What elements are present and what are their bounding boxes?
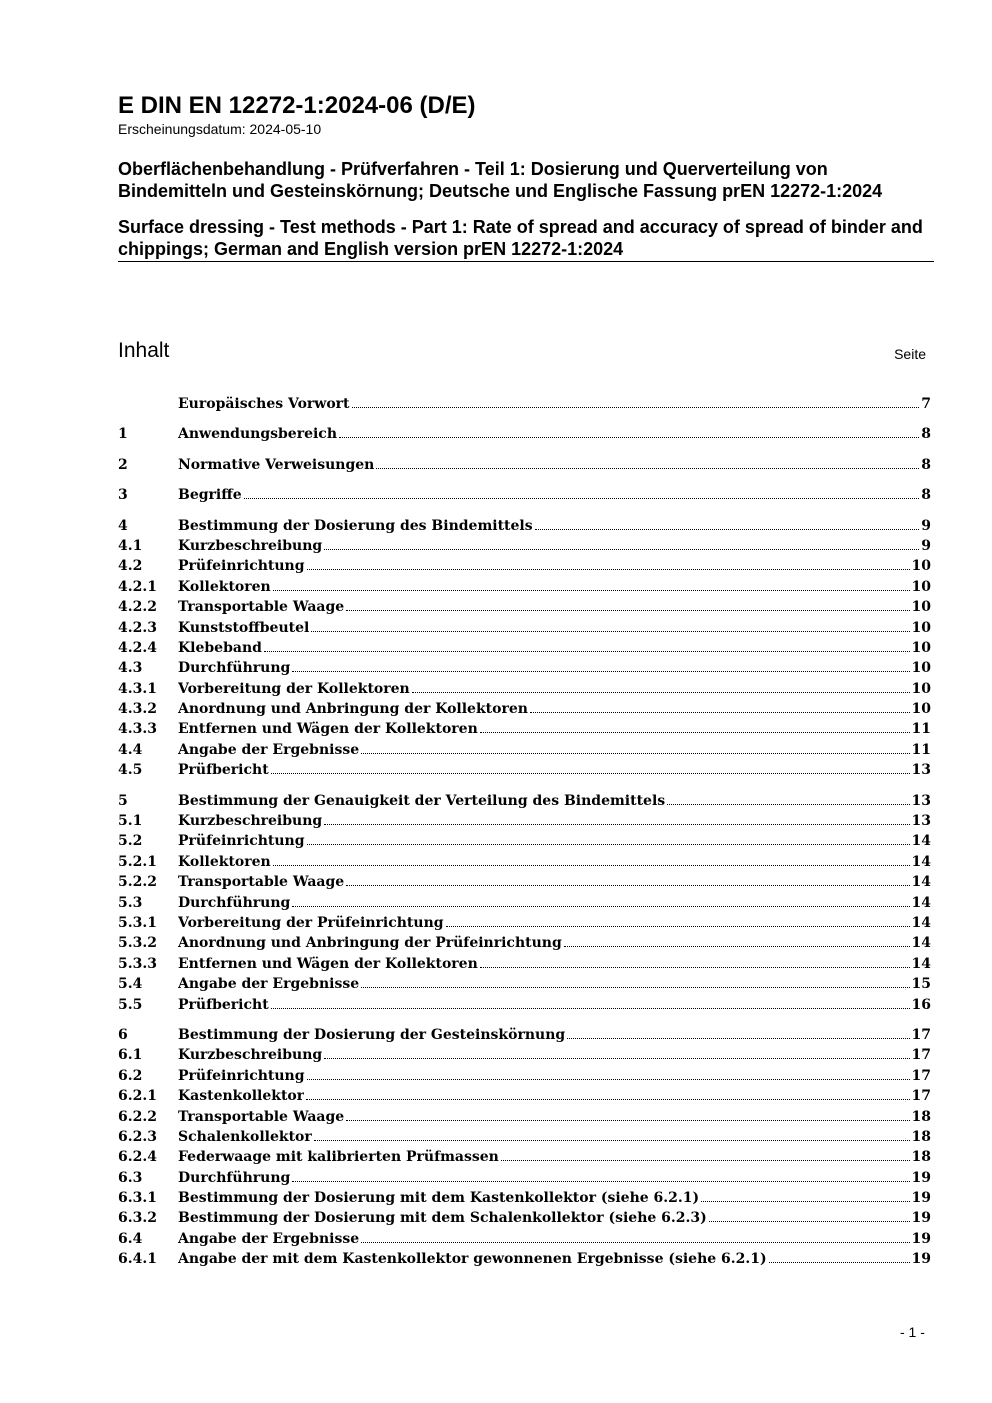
- toc-entry-page: 14: [911, 935, 931, 952]
- toc-entry-page: 10: [911, 660, 931, 677]
- toc-entry[interactable]: [118, 699, 931, 719]
- toc-leader-dots: [346, 610, 909, 611]
- toc-entry-page: 15: [911, 976, 931, 993]
- toc-entry-page: 14: [911, 894, 931, 911]
- toc-entry[interactable]: [118, 913, 931, 933]
- toc-entry-number: 5.3: [118, 894, 143, 911]
- toc-entry-page: 9: [921, 517, 931, 534]
- toc-entry-number: 6.3.1: [118, 1190, 157, 1207]
- toc-entry-label: Bestimmung der Dosierung der Gesteinskörnung: [178, 1026, 566, 1043]
- toc-entry[interactable]: [118, 1066, 931, 1086]
- toc-entry-number: 6.2: [118, 1067, 143, 1084]
- toc-entry-label: Kunststoffbeutel: [178, 619, 310, 636]
- toc-entry[interactable]: [118, 485, 931, 505]
- toc-entry-page: 8: [921, 426, 931, 443]
- toc-entry-label: Anwendungsbereich: [178, 426, 337, 443]
- toc-leader-dots: [307, 844, 910, 845]
- toc-entry-page: 19: [911, 1230, 931, 1247]
- toc-entry[interactable]: [118, 618, 931, 638]
- toc-leader-dots: [324, 1058, 909, 1059]
- toc-entry-number: 4.3.3: [118, 721, 157, 738]
- toc-entry-label: Begriffe: [178, 487, 242, 504]
- toc-leader-dots: [264, 651, 910, 652]
- toc-entry-number: 6.2.1: [118, 1088, 157, 1105]
- toc-leader-dots: [376, 468, 919, 469]
- toc-entry-number: 6.4.1: [118, 1251, 157, 1268]
- toc-leader-dots: [311, 631, 909, 632]
- toc-leader-dots: [446, 926, 910, 927]
- toc-entry-number: 6.2.2: [118, 1108, 157, 1125]
- toc-entry-page: 17: [911, 1047, 931, 1064]
- toc-leader-dots: [701, 1201, 909, 1202]
- toc-entry[interactable]: [118, 811, 931, 831]
- toc-entry-page: 13: [911, 792, 931, 809]
- toc-entry-number: 2: [118, 456, 128, 473]
- toc-entry-label: Durchführung: [178, 1169, 291, 1186]
- toc-entry[interactable]: [118, 933, 931, 953]
- toc-leader-dots: [292, 671, 909, 672]
- toc-entry[interactable]: [118, 893, 931, 913]
- toc-leader-dots: [361, 987, 909, 988]
- toc-entry-number: 5.4: [118, 976, 143, 993]
- toc-entry-label: Anordnung und Anbringung der Kollektoren: [178, 701, 528, 718]
- toc-entry[interactable]: [118, 760, 931, 780]
- toc-entry-number: 5.2.1: [118, 853, 157, 870]
- toc-entry-number: 4.4: [118, 741, 143, 758]
- table-of-contents: [118, 394, 931, 1270]
- toc-entry-label: Angabe der Ergebnisse: [178, 741, 360, 758]
- toc-leader-dots: [273, 590, 910, 591]
- toc-entry-label: Federwaage mit kalibrierten Prüfmassen: [178, 1149, 499, 1166]
- toc-leader-dots: [339, 437, 919, 438]
- toc-leader-dots: [271, 1008, 910, 1009]
- toc-leader-dots: [324, 549, 919, 550]
- toc-entry-page: 11: [911, 741, 931, 758]
- toc-entry[interactable]: [118, 516, 931, 536]
- toc-leader-dots: [307, 1079, 910, 1080]
- toc-entry-page: 7: [921, 396, 931, 412]
- toc-leader-dots: [535, 529, 920, 530]
- toc-entry-label: Kurzbeschreibung: [178, 537, 323, 554]
- toc-leader-dots: [271, 773, 910, 774]
- toc-entry-number: 4.3: [118, 660, 143, 677]
- page-number: - 1 -: [900, 1324, 925, 1340]
- toc-entry-number: 6.4: [118, 1230, 143, 1247]
- toc-leader-dots: [352, 407, 920, 408]
- toc-leader-dots: [292, 906, 909, 907]
- toc-entry-number: 6.2.4: [118, 1149, 157, 1166]
- toc-entry-number: 4.3.2: [118, 701, 157, 718]
- toc-entry-page: 17: [911, 1088, 931, 1105]
- toc-entry-page: 10: [911, 619, 931, 636]
- toc-entry-label: Anordnung und Anbringung der Prüfeinrichtung: [178, 935, 562, 952]
- toc-entry[interactable]: [118, 1147, 931, 1167]
- toc-entry-number: 4.2.1: [118, 578, 157, 595]
- toc-entry-number: 5.2: [118, 833, 143, 850]
- toc-entry-page: 10: [911, 558, 931, 575]
- toc-entry-label: Bestimmung der Dosierung mit dem Kastenkollektor (siehe 6.2.1): [178, 1190, 700, 1207]
- toc-entry-page: 17: [911, 1026, 931, 1043]
- toc-leader-dots: [361, 1242, 909, 1243]
- toc-leader-dots: [307, 569, 910, 570]
- toc-entry-page: 14: [911, 955, 931, 972]
- toc-entry-number: 5.2.2: [118, 874, 157, 891]
- toc-entry-page: 10: [911, 599, 931, 616]
- toc-entry-number: 6: [118, 1026, 128, 1043]
- toc-entry[interactable]: [118, 394, 931, 414]
- toc-entry-number: 4.2.3: [118, 619, 157, 636]
- toc-entry[interactable]: [118, 1025, 931, 1045]
- toc-entry-label: Entfernen und Wägen der Kollektoren: [178, 721, 478, 738]
- toc-entry[interactable]: [118, 536, 931, 556]
- toc-entry-number: 1: [118, 426, 128, 443]
- toc-entry-label: Bestimmung der Dosierung des Bindemittels: [178, 517, 533, 534]
- toc-entry-number: 6.3.2: [118, 1210, 157, 1227]
- toc-title: Inhalt: [118, 339, 170, 362]
- toc-leader-dots: [412, 692, 910, 693]
- toc-entry-label: Durchführung: [178, 660, 291, 677]
- toc-entry-label: Transportable Waage: [178, 1108, 345, 1125]
- document-header: [118, 92, 934, 262]
- toc-entry-number: 5.5: [118, 996, 143, 1013]
- toc-entry[interactable]: [118, 740, 931, 760]
- toc-entry[interactable]: [118, 424, 931, 444]
- toc-entry-page: 19: [911, 1251, 931, 1268]
- toc-entry-label: Prüfeinrichtung: [178, 558, 305, 575]
- toc-leader-dots: [567, 1038, 909, 1039]
- toc-entry[interactable]: [118, 1107, 931, 1127]
- toc-entry[interactable]: [118, 974, 931, 994]
- toc-leader-dots: [530, 712, 910, 713]
- toc-entry[interactable]: [118, 995, 931, 1015]
- toc-leader-dots: [480, 967, 910, 968]
- toc-entry-label: Prüfbericht: [178, 762, 269, 779]
- toc-entry-page: 18: [911, 1128, 931, 1145]
- toc-entry[interactable]: [118, 1168, 931, 1188]
- toc-leader-dots: [346, 1120, 909, 1121]
- toc-entry-label: Entfernen und Wägen der Kollektoren: [178, 955, 478, 972]
- toc-entry[interactable]: [118, 638, 931, 658]
- toc-entry-page: 17: [911, 1067, 931, 1084]
- toc-entry-label: Klebeband: [178, 639, 262, 656]
- toc-entry-page: 10: [911, 680, 931, 697]
- toc-leader-dots: [324, 824, 909, 825]
- toc-entry[interactable]: [118, 597, 931, 617]
- toc-leader-dots: [480, 732, 910, 733]
- toc-entry-label: Europäisches Vorwort: [178, 396, 350, 412]
- toc-entry-page: 13: [911, 813, 931, 830]
- toc-entry-number: 4: [118, 517, 128, 534]
- publication-date: Erscheinungsdatum: 2024-05-10: [118, 121, 322, 137]
- toc-leader-dots: [244, 498, 920, 499]
- toc-entry-number: 5: [118, 792, 128, 809]
- toc-entry[interactable]: [118, 1086, 931, 1106]
- toc-entry[interactable]: [118, 1188, 931, 1208]
- toc-entry[interactable]: [118, 872, 931, 892]
- toc-entry-page: 18: [911, 1149, 931, 1166]
- toc-entry-label: Bestimmung der Genauigkeit der Verteilung des Bindemittels: [178, 792, 666, 809]
- toc-entry[interactable]: [118, 556, 931, 576]
- toc-leader-dots: [501, 1160, 910, 1161]
- toc-page-label: Seite: [894, 346, 926, 362]
- toc-entry-label: Kurzbeschreibung: [178, 813, 323, 830]
- toc-entry-number: 4.2.2: [118, 599, 157, 616]
- toc-heading: [118, 338, 926, 364]
- toc-entry-label: Kollektoren: [178, 578, 271, 595]
- toc-entry-page: 19: [911, 1190, 931, 1207]
- toc-entry[interactable]: [118, 831, 931, 851]
- toc-entry[interactable]: [118, 1249, 931, 1269]
- toc-entry-number: 6.3: [118, 1169, 143, 1186]
- title-english: Surface dressing - Test methods - Part 1: Rate of spread and accuracy of spread of binder and chippings; German and English version prEN 12272-1:2024: [118, 216, 934, 262]
- toc-entry-label: Transportable Waage: [178, 874, 345, 891]
- toc-entry-page: 14: [911, 833, 931, 850]
- toc-entry-page: 14: [911, 853, 931, 870]
- toc-leader-dots: [667, 804, 909, 805]
- toc-entry-number: 6.2.3: [118, 1128, 157, 1145]
- toc-entry-page: 16: [911, 996, 931, 1013]
- toc-leader-dots: [292, 1181, 909, 1182]
- toc-leader-dots: [306, 1099, 909, 1100]
- toc-entry-label: Durchführung: [178, 894, 291, 911]
- toc-entry[interactable]: [118, 1045, 931, 1065]
- toc-entry-number: 5.3.3: [118, 955, 157, 972]
- toc-entry-number: 4.2: [118, 558, 143, 575]
- toc-leader-dots: [273, 865, 910, 866]
- toc-entry-page: 10: [911, 578, 931, 595]
- toc-leader-dots: [361, 753, 909, 754]
- toc-entry-number: 4.3.1: [118, 680, 157, 697]
- toc-entry-label: Transportable Waage: [178, 599, 345, 616]
- toc-entry-number: 5.3.1: [118, 914, 157, 931]
- toc-leader-dots: [314, 1140, 910, 1141]
- toc-entry[interactable]: [118, 455, 931, 475]
- toc-entry[interactable]: [118, 1208, 931, 1228]
- toc-entry-label: Prüfeinrichtung: [178, 833, 305, 850]
- toc-entry-label: Angabe der Ergebnisse: [178, 976, 360, 993]
- toc-entry-label: Schalenkollektor: [178, 1128, 312, 1145]
- toc-entry-page: 19: [911, 1169, 931, 1186]
- toc-entry-label: Angabe der Ergebnisse: [178, 1230, 360, 1247]
- toc-entry-page: 13: [911, 762, 931, 779]
- toc-entry-page: 10: [911, 701, 931, 718]
- toc-entry[interactable]: [118, 1229, 931, 1249]
- toc-entry[interactable]: [118, 577, 931, 597]
- toc-entry-number: 4.2.4: [118, 639, 157, 656]
- toc-entry-number: 4.1: [118, 537, 143, 554]
- toc-entry[interactable]: [118, 679, 931, 699]
- toc-entry-label: Normative Verweisungen: [178, 456, 375, 473]
- toc-entry-number: 6.1: [118, 1047, 143, 1064]
- toc-entry-label: Angabe der mit dem Kastenkollektor gewonnenen Ergebnisse (siehe 6.2.1): [178, 1251, 767, 1268]
- title-german: Oberflächenbehandlung - Prüfverfahren - Teil 1: Dosierung und Querverteilung von Bindemitteln und Gesteinskörnung; Deutsche und Englische Fassung prEN 12272-1:2024: [118, 159, 883, 201]
- toc-entry-page: 11: [911, 721, 931, 738]
- toc-leader-dots: [564, 946, 910, 947]
- toc-entry-page: 8: [921, 487, 931, 504]
- toc-entry-label: Kollektoren: [178, 853, 271, 870]
- toc-entry-label: Vorbereitung der Kollektoren: [178, 680, 410, 697]
- toc-leader-dots: [709, 1221, 910, 1222]
- toc-entry-page: 8: [921, 456, 931, 473]
- toc-entry-page: 19: [911, 1210, 931, 1227]
- toc-entry[interactable]: [118, 954, 931, 974]
- toc-entry-label: Bestimmung der Dosierung mit dem Schalenkollektor (siehe 6.2.3): [178, 1210, 707, 1227]
- toc-entry-label: Kastenkollektor: [178, 1088, 305, 1105]
- toc-entry-label: Prüfeinrichtung: [178, 1067, 305, 1084]
- toc-entry-number: 5.3.2: [118, 935, 157, 952]
- toc-entry-number: 5.1: [118, 813, 143, 830]
- toc-entry-page: 10: [911, 639, 931, 656]
- toc-entry[interactable]: [118, 852, 931, 872]
- standard-id: E DIN EN 12272-1:2024-06 (D/E): [118, 92, 476, 119]
- toc-entry-label: Vorbereitung der Prüfeinrichtung: [178, 914, 444, 931]
- toc-entry-label: Prüfbericht: [178, 996, 269, 1013]
- toc-entry-label: Kurzbeschreibung: [178, 1047, 323, 1064]
- toc-entry-page: 18: [911, 1108, 931, 1125]
- toc-entry[interactable]: [118, 719, 931, 739]
- toc-entry-page: 14: [911, 914, 931, 931]
- toc-leader-dots: [769, 1262, 910, 1263]
- toc-entry[interactable]: [118, 1127, 931, 1147]
- toc-entry-number: 3: [118, 487, 128, 504]
- toc-entry-page: 14: [911, 874, 931, 891]
- toc-leader-dots: [346, 885, 909, 886]
- toc-entry-number: 4.5: [118, 762, 143, 779]
- toc-entry-page: 9: [921, 537, 931, 554]
- toc-entry[interactable]: [118, 658, 931, 678]
- toc-entry[interactable]: [118, 791, 931, 811]
